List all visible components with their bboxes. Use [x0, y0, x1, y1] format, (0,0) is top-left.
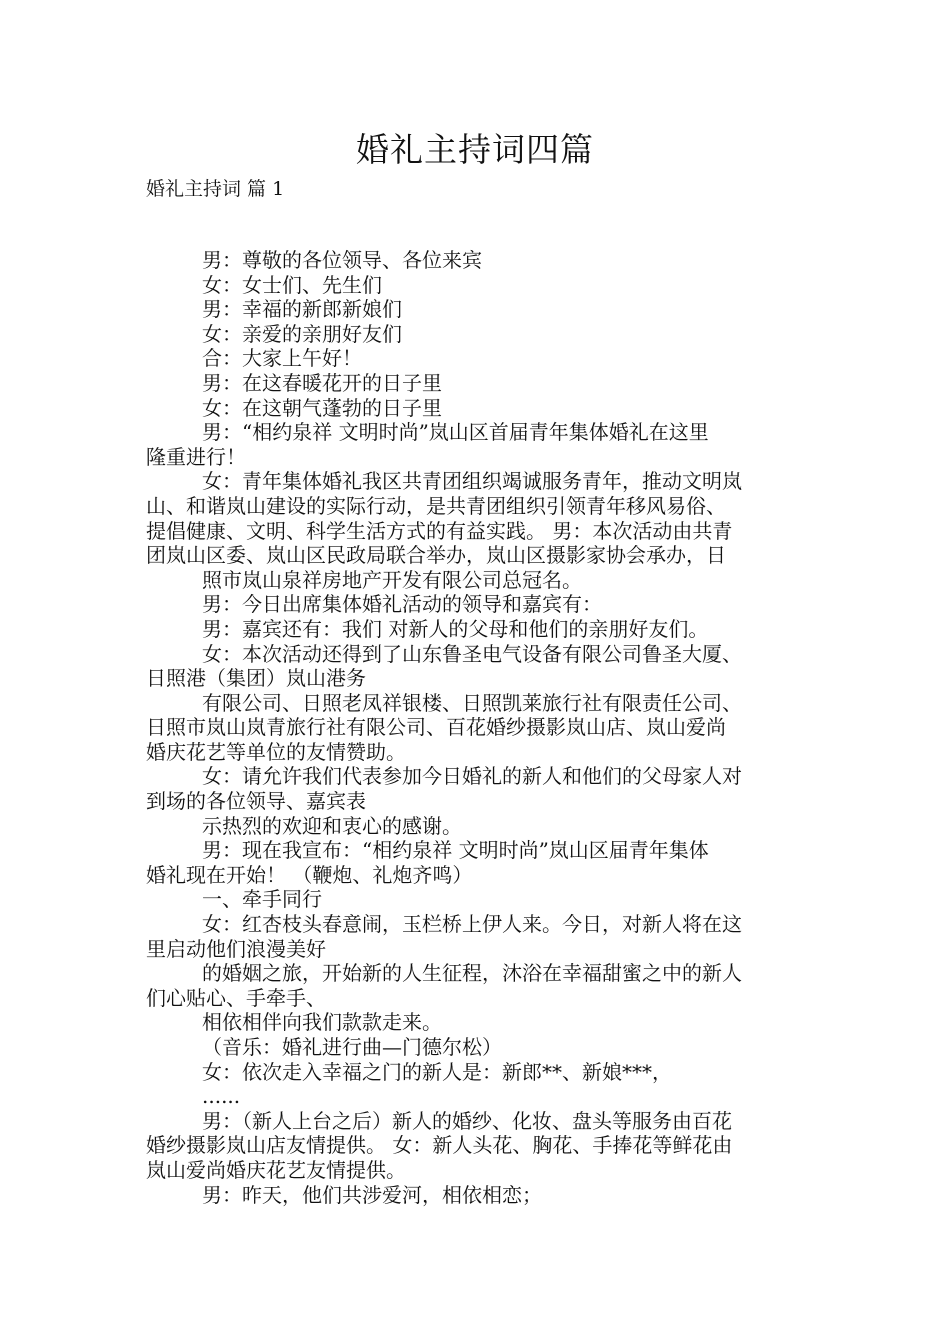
text-line: 女：女士们、先生们 — [202, 272, 382, 297]
text-line: 照市岚山泉祥房地产开发有限公司总冠名。 — [202, 567, 582, 592]
text-line: （音乐：婚礼进行曲—门德尔松） — [202, 1035, 502, 1059]
text-line: 合：大家上午好！ — [202, 346, 362, 371]
text-line: 山、和谐岚山建设的实际行动，是共青团组织引领青年移风易俗、 — [146, 493, 726, 518]
text-line: 男：昨天，他们共涉爱河，相依相恋； — [202, 1182, 542, 1207]
document-title: 婚礼主持词四篇 — [356, 130, 594, 169]
text-line: 女：红杏枝头春意闹，玉栏桥上伊人来。今日，对新人将在这 — [202, 912, 742, 937]
text-line: 里启动他们浪漫美好 — [146, 936, 326, 961]
text-line: 男：在这春暖花开的日子里 — [202, 370, 442, 395]
text-line: 相依相伴向我们款款走来。 — [202, 1010, 442, 1035]
text-line: ...... — [202, 1084, 241, 1109]
text-line: 有限公司、日照老凤祥银楼、日照凯莱旅行社有限责任公司、 — [202, 690, 742, 715]
text-line: 的婚姻之旅，开始新的人生征程，沐浴在幸福甜蜜之中的新人 — [202, 961, 742, 986]
text-line: 女：青年集体婚礼我区共青团组织竭诚服务青年，推动文明岚 — [202, 469, 742, 494]
text-line: 女：在这朝气蓬勃的日子里 — [202, 395, 442, 420]
section-heading: 婚礼主持词 篇 1 — [146, 178, 285, 200]
text-line: 婚庆花艺等单位的友情赞助。 — [146, 739, 406, 764]
text-line: 团岚山区委、岚山区民政局联合举办，岚山区摄影家协会承办，日 — [146, 543, 726, 568]
text-line: 男：嘉宾还有：我们 对新人的父母和他们的亲朋好友们。 — [202, 616, 709, 641]
text-line: 到场的各位领导、嘉宾表 — [146, 789, 366, 814]
text-line: 提倡健康、文明、科学生活方式的有益实践。 男：本次活动由共青 — [146, 518, 733, 543]
text-line: 隆重进行！ — [146, 444, 246, 469]
text-line: 男：现在我宣布：“相约泉祥 文明时尚”岚山区届青年集体 — [202, 838, 709, 863]
text-line: 女：亲爱的亲朋好友们 — [202, 321, 402, 346]
text-line: 示热烈的欢迎和衷心的感谢。 — [202, 813, 462, 838]
text-line: 女：依次走入幸福之门的新人是：新郎**、新娘***， — [202, 1059, 672, 1084]
text-line: 婚礼现在开始！ （鞭炮、礼炮齐鸣） — [146, 862, 473, 887]
document-body — [146, 248, 810, 1207]
text-line: 婚纱摄影岚山店友情提供。 女：新人头花、胸花、手捧花等鲜花由 — [146, 1133, 733, 1158]
text-line: 女：请允许我们代表参加今日婚礼的新人和他们的父母家人对 — [202, 764, 742, 789]
text-line: 男：“相约泉祥 文明时尚”岚山区首届青年集体婚礼在这里 — [202, 420, 709, 445]
text-line: 岚山爱尚婚庆花艺友情提供。 — [146, 1157, 406, 1182]
text-line: 男：今日出席集体婚礼活动的领导和嘉宾有： — [202, 592, 602, 617]
text-line: 一、牵手同行 — [202, 887, 322, 912]
text-line: 男：幸福的新郎新娘们 — [202, 297, 402, 322]
text-line: 男：尊敬的各位领导、各位来宾 — [202, 248, 482, 272]
text-line: 女：本次活动还得到了山东鲁圣电气设备有限公司鲁圣大厦、 — [202, 641, 742, 666]
text-line: 男：（新人上台之后）新人的婚纱、化妆、盘头等服务由百花 — [202, 1108, 732, 1133]
text-line: 日照港（集团）岚山港务 — [146, 666, 366, 691]
text-line: 们心贴心、手牵手、 — [146, 985, 326, 1010]
text-line: 日照市岚山岚青旅行社有限公司、百花婚纱摄影岚山店、岚山爱尚 — [146, 715, 726, 740]
